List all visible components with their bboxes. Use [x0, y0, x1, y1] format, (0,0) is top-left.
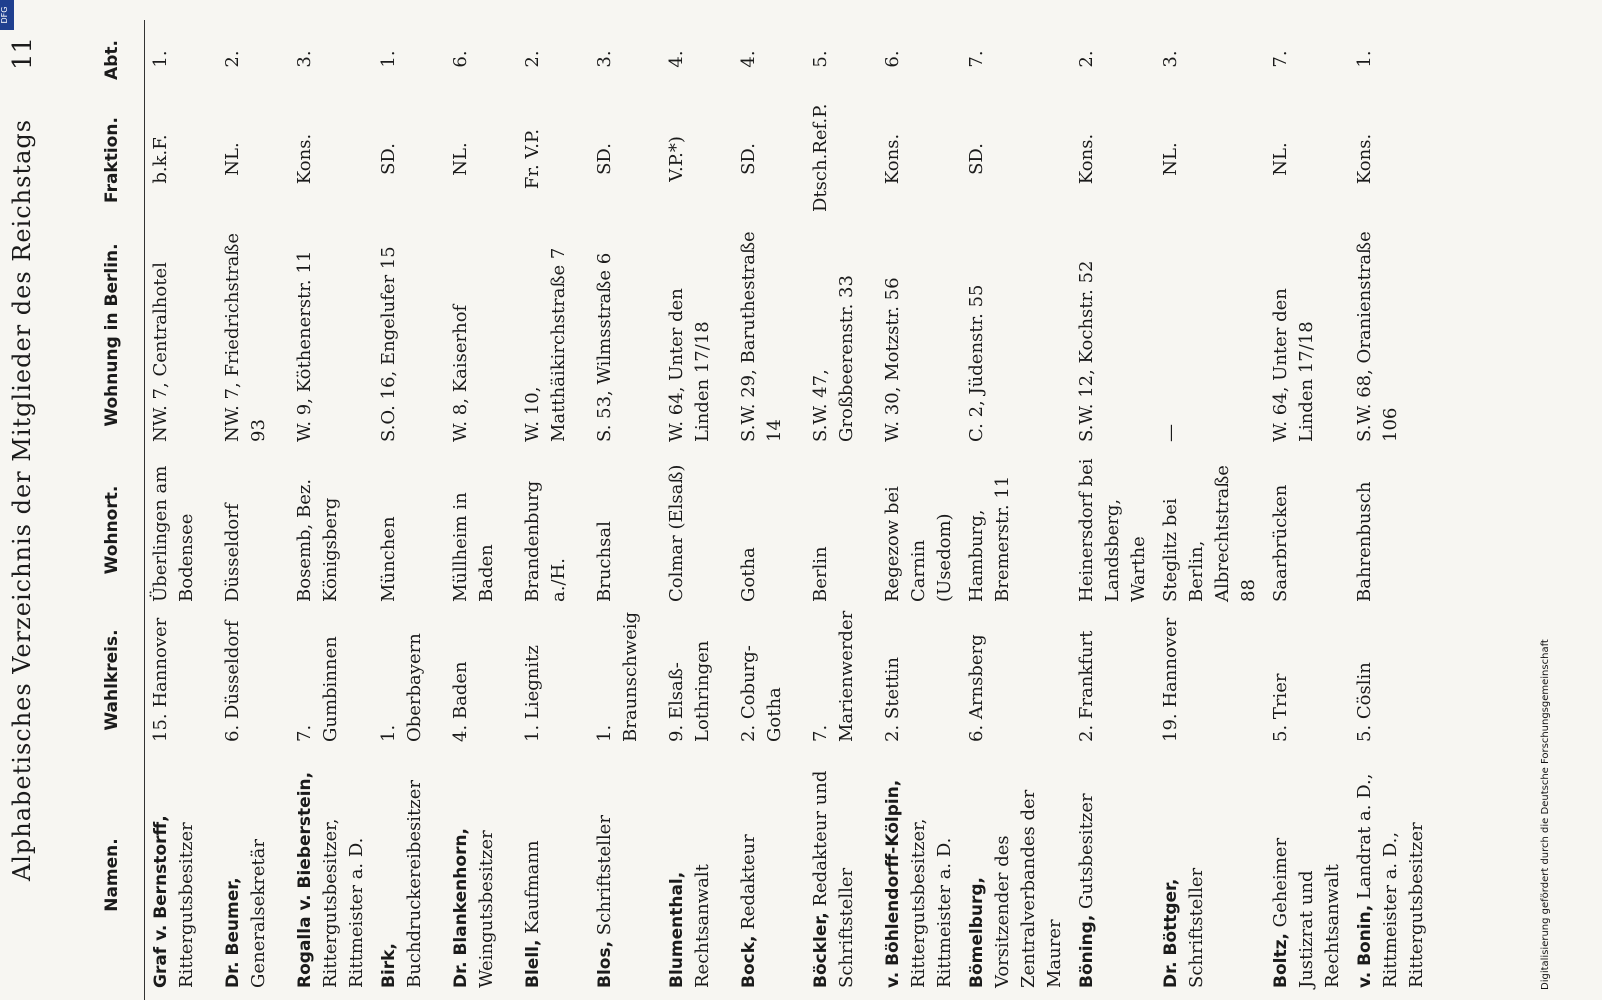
wohnort-cell: Heinersdorf bei Landsberg, Warthe [1076, 458, 1149, 602]
fraktion-cell: SD. [378, 143, 399, 175]
fraktion-cell: SD. [594, 143, 615, 175]
members-table [80, 20, 1433, 1000]
table-row [805, 20, 877, 1000]
name-cell [661, 750, 733, 1000]
name-cell [877, 750, 961, 1000]
member-name: Birk, [379, 943, 399, 988]
wahlkreis-cell: 2. Frankfurt [1076, 630, 1097, 742]
abt-cell: 6. [450, 50, 471, 68]
abt-cell: 3. [294, 50, 315, 68]
member-occupation: Generalsekretär [248, 839, 269, 988]
wohnort-cell: München [378, 516, 399, 602]
name-cell [145, 750, 218, 1000]
abt-cell: 7. [1270, 50, 1291, 68]
table-row [1349, 20, 1433, 1000]
member-name: Blell, [523, 939, 543, 988]
wahlkreis-cell: 2. Coburg-Gotha [738, 645, 785, 742]
member-occupation: Gutsbesitzer [1076, 793, 1097, 909]
header-wohnort: Wohnort. [80, 450, 145, 610]
header-wahlkreis: Wahlkreis. [80, 610, 145, 750]
page-title: Alphabetisches Verzeichnis der Mitglieder des Reichstags [8, 118, 36, 882]
wohnort-cell: Colmar (Elsaß) [666, 464, 687, 602]
abt-cell: 2. [522, 50, 543, 68]
table-header [80, 20, 145, 1000]
name-cell [1265, 750, 1349, 1000]
fraktion-cell: Kons. [1076, 133, 1097, 185]
berlin-address-cell: S.W. 68, Oranienstraße 106 [1354, 231, 1401, 442]
wahlkreis-cell: 7. Gumbinnen [294, 636, 341, 742]
member-name: Böckler, [811, 912, 831, 988]
member-occupation: Vorsitzender des Zentralverbandes der Maurer [992, 789, 1065, 988]
berlin-address-cell: W. 64, Unter den Linden 17/18 [666, 288, 713, 442]
table-row [1071, 20, 1155, 1000]
table-row [661, 20, 733, 1000]
name-cell [1349, 750, 1433, 1000]
wohnort-cell: Brandenburg a./H. [522, 480, 569, 602]
berlin-address-cell: W. 64, Unter den Linden 17/18 [1270, 288, 1317, 442]
member-occupation: Rittergutsbesitzer, Rittmeister a. D. [908, 818, 955, 988]
abt-cell: 4. [738, 50, 759, 68]
credit-text: Digitalisierung gefördert durch die Deutsche Forschungsgemeinschaft [1540, 639, 1551, 990]
berlin-address-cell: W. 30, Motzstr. 56 [882, 277, 903, 442]
table-row [373, 20, 445, 1000]
wahlkreis-cell: 9. Elsaß-Lothringen [666, 640, 713, 742]
table-row [145, 20, 218, 1000]
abt-cell: 5. [810, 50, 831, 68]
member-name: Blos, [595, 940, 615, 988]
berlin-address-cell: C. 2, Jüdenstr. 55 [966, 284, 987, 442]
wahlkreis-cell: 1. Oberbayern [378, 633, 425, 742]
fraktion-cell: Dtsch.Ref.P. [810, 103, 831, 212]
wahlkreis-cell: 15. Hannover [150, 617, 171, 742]
table-row [289, 20, 373, 1000]
berlin-address-cell: — [1160, 424, 1181, 442]
wahlkreis-cell: 5. Cöslin [1354, 662, 1375, 742]
fraktion-cell: V.P.*) [666, 136, 687, 182]
name-cell [289, 750, 373, 1000]
fraktion-cell: Kons. [1354, 133, 1375, 185]
abt-cell: 3. [594, 50, 615, 68]
wahlkreis-cell: 1. Braunschweig [594, 612, 641, 742]
name-cell [589, 750, 661, 1000]
wahlkreis-cell: 19. Hannover [1160, 617, 1181, 742]
table-row [877, 20, 961, 1000]
member-occupation: Kaufmann [522, 840, 543, 934]
wahlkreis-cell: 6. Düsseldorf [222, 620, 243, 742]
member-name: Blumenthal, [667, 871, 687, 988]
abt-cell: 1. [150, 50, 171, 68]
name-cell [961, 750, 1071, 1000]
name-cell [517, 750, 589, 1000]
wahlkreis-cell: 7. Marienwerder [810, 610, 857, 742]
berlin-address-cell: S. 53, Wilmsstraße 6 [594, 252, 615, 442]
fraktion-cell: Kons. [882, 133, 903, 185]
name-cell [1155, 750, 1265, 1000]
wohnort-cell: Bosemb, Bez. Königsberg [294, 478, 341, 602]
fraktion-cell: Fr. V.P. [522, 128, 543, 190]
berlin-address-cell: S.W. 29, Baruthestraße 14 [738, 231, 785, 442]
fraktion-cell: SD. [966, 143, 987, 175]
wahlkreis-cell: 4. Baden [450, 661, 471, 742]
wahlkreis-cell: 5. Trier [1270, 673, 1291, 742]
berlin-address-cell: S.O. 16, Engelufer 15 [378, 246, 399, 442]
wohnort-cell: Düsseldorf [222, 503, 243, 602]
wohnort-cell: Hamburg, Bremerstr. 11 [966, 475, 1013, 602]
member-name: Bömelburg, [967, 877, 987, 988]
berlin-address-cell: W. 9, Köthenerstr. 11 [294, 250, 315, 442]
member-occupation: Redakteur und Schriftsteller [810, 770, 857, 988]
berlin-address-cell: W. 10, Matthäikirchstraße 7 [522, 247, 569, 442]
member-occupation: Buchdruckereibesitzer [404, 779, 425, 988]
name-cell [1071, 750, 1155, 1000]
wahlkreis-cell: 6. Arnsberg [966, 634, 987, 742]
table-row [961, 20, 1071, 1000]
wohnort-cell: Steglitz bei Berlin, Albrechtstraße 88 [1160, 465, 1259, 602]
abt-cell: 7. [966, 50, 987, 68]
member-name: Dr. Beumer, [223, 877, 243, 988]
abt-cell: 6. [882, 50, 903, 68]
fraktion-cell: NL. [222, 142, 243, 176]
member-name: Dr. Blankenhorn, [451, 827, 471, 988]
table-row [589, 20, 661, 1000]
table-row [217, 20, 289, 1000]
name-cell [445, 750, 517, 1000]
berlin-address-cell: W. 8, Kaiserhof [450, 304, 471, 442]
member-name: Dr. Böttger, [1161, 878, 1181, 988]
abt-cell: 1. [378, 50, 399, 68]
name-cell [733, 750, 805, 1000]
member-name: Bock, [739, 935, 759, 988]
fraktion-cell: NL. [1270, 142, 1291, 176]
table-row [1155, 20, 1265, 1000]
abt-cell: 4. [666, 50, 687, 68]
member-name: Böning, [1077, 914, 1097, 988]
member-name: v. Bonin, [1355, 904, 1375, 988]
fraktion-cell: Kons. [294, 133, 315, 185]
member-name: Boltz, [1271, 933, 1291, 988]
wahlkreis-cell: 1. Liegnitz [522, 645, 543, 742]
wohnort-cell: Bahrenbusch [1354, 481, 1375, 602]
member-occupation: Geheimer Justizrat und Rechtsanwalt [1270, 837, 1343, 988]
berlin-address-cell: S.W. 12, Kochstr. 52 [1076, 260, 1097, 442]
member-occupation: Rittergutsbesitzer, Rittmeister a. D. [320, 818, 367, 988]
wohnort-cell: Müllheim in Baden [450, 492, 497, 602]
name-cell [217, 750, 289, 1000]
wohnort-cell: Saarbrücken [1270, 484, 1291, 602]
dfg-logo-text: DFG [0, 6, 9, 24]
abt-cell: 1. [1354, 50, 1375, 68]
member-occupation: Rittergutsbesitzer [176, 822, 197, 988]
member-occupation: Schriftsteller [594, 815, 615, 936]
abt-cell: 2. [222, 50, 243, 68]
member-occupation: Schriftsteller [1186, 867, 1207, 988]
member-name: Rogalla v. Bieberstein, [295, 771, 315, 988]
table-row [733, 20, 805, 1000]
berlin-address-cell: S.W. 47, Großbeerenstr. 33 [810, 275, 857, 442]
header-fraktion: Fraktion. [80, 100, 145, 220]
fraktion-cell: SD. [738, 143, 759, 175]
berlin-address-cell: NW. 7, Friedrichstraße 93 [222, 233, 269, 442]
page-number: 11 [8, 36, 38, 70]
berlin-address-cell: NW. 7, Centralhotel [150, 262, 171, 442]
member-occupation: Weingutsbesitzer [476, 830, 497, 988]
wohnort-cell: Bruchsal [594, 521, 615, 602]
fraktion-cell: NL. [1160, 142, 1181, 176]
wohnort-cell: Überlingen am Bodensee [150, 465, 197, 602]
wohnort-cell: Gotha [738, 547, 759, 602]
name-cell [373, 750, 445, 1000]
member-name: Graf v. Bernstorff, [151, 815, 171, 988]
wahlkreis-cell: 2. Stettin [882, 657, 903, 742]
wohnort-cell: Berlin [810, 546, 831, 602]
abt-cell: 2. [1076, 50, 1097, 68]
digitization-credit [1530, 0, 1550, 1000]
header-abt: Abt. [80, 20, 145, 100]
fraktion-cell: NL. [450, 142, 471, 176]
fraktion-cell: b.k.F. [150, 134, 171, 184]
abt-cell: 3. [1160, 50, 1181, 68]
table-row [1265, 20, 1349, 1000]
table-row [517, 20, 589, 1000]
member-occupation: Rechtsanwalt [692, 864, 713, 988]
table-row [445, 20, 517, 1000]
member-occupation: Redakteur [738, 834, 759, 930]
name-cell [805, 750, 877, 1000]
wohnort-cell: Regezow bei Carnin (Usedom) [882, 486, 955, 602]
header-wohnung-berlin: Wohnung in Berlin. [80, 220, 145, 450]
header-namen: Namen. [80, 750, 145, 1000]
member-occupation: Landrat a. D., Rittmeister a. D., Rittergutsbesitzer [1354, 773, 1427, 988]
member-name: v. Böhlendorff-Kölpin, [883, 779, 903, 988]
